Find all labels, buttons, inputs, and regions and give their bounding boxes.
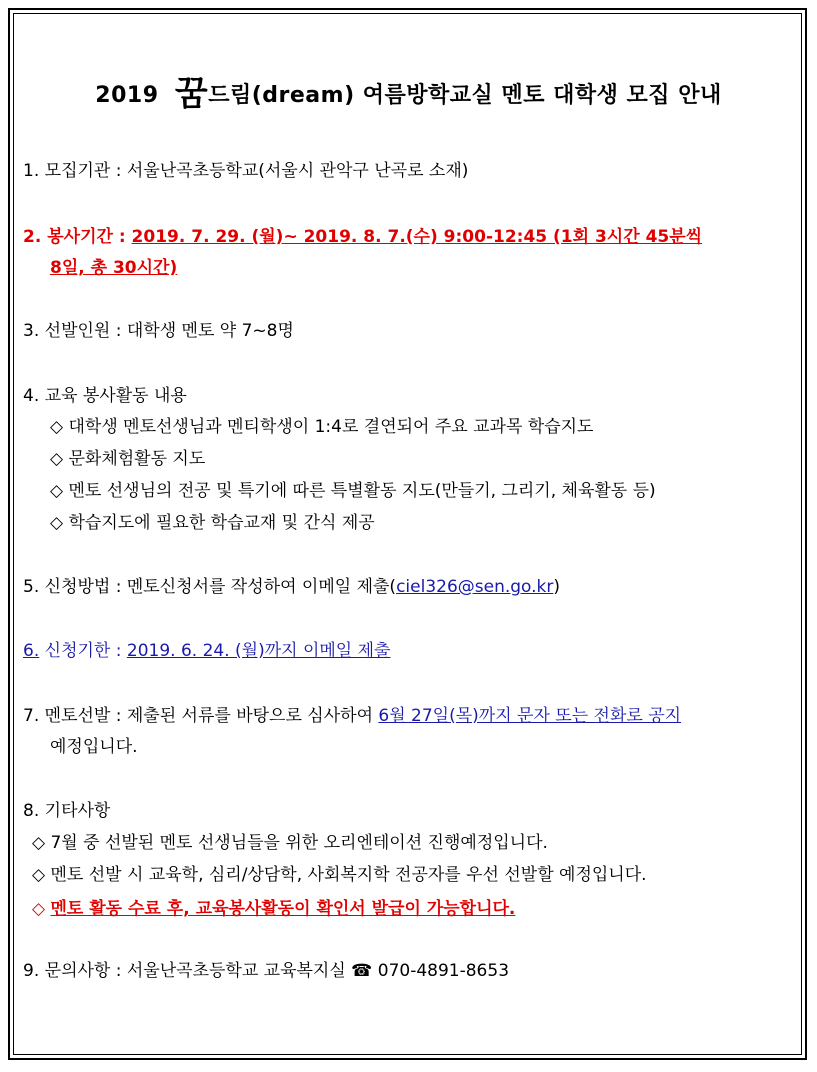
list-item: ◇ 7월 중 선발된 멘토 선생님들을 위한 오리엔테이션 진행예정입니다. (32, 833, 548, 853)
list-item: ◇ 대학생 멘토선생님과 멘티학생이 1:4로 결연되어 주요 교과목 학습지도 (50, 417, 594, 437)
item-4 (23, 385, 187, 407)
phone-icon: ☎ (351, 961, 373, 981)
email-link[interactable]: ciel326@sen.go.kr (396, 577, 554, 597)
item-text: 서울난곡초등학교(서울시 관악구 난곡로 소재) (126, 161, 469, 181)
title-big-char: 꿈 (174, 74, 209, 114)
list-item: ◇ 멘토 선생님의 전공 및 특기에 따른 특별활동 지도(만들기, 그리기, 체육활동 등) (50, 481, 656, 501)
item-number: 2. (23, 227, 42, 247)
item-label: 봉사기간 : (47, 227, 126, 247)
list-item: ◇ 학습지도에 필요한 학습교재 및 간식 제공 (50, 513, 375, 533)
page-title (0, 66, 817, 115)
item-text: 멘토 활동 수료 후, 교육봉사활동이 확인서 발급이 가능합니다. (50, 899, 516, 919)
item-7-continued: 예정입니다. (50, 737, 138, 757)
item-text: 서울난곡초등학교 교육복지실 (126, 961, 346, 981)
item-number: 1. (23, 161, 40, 181)
title-rest: 드림(dream) 여름방학교실 멘토 대학생 모집 안내 (208, 83, 722, 108)
item-highlight: 6월 27일(목)까지 문자 또는 전화로 공지 (378, 706, 682, 726)
item-label: 멘토선발 : (44, 706, 122, 726)
item-text-2: 8일, 총 30시간) (50, 258, 178, 278)
item-label: 선발인원 : (44, 321, 122, 341)
item-1 (23, 160, 468, 182)
item-label: 교육 봉사활동 내용 (44, 386, 187, 406)
list-item: ◇ 문화체험활동 지도 (50, 449, 206, 469)
item-2 (23, 226, 702, 248)
item-number: 3. (23, 321, 40, 341)
item-label: 신청기한 : (44, 641, 122, 661)
item-8 (23, 800, 110, 822)
item-number: 9. (23, 961, 40, 981)
item-label: 신청방법 : (44, 577, 122, 597)
item-number: 7. (23, 706, 40, 726)
item-label: 모집기관 : (44, 161, 122, 181)
item-2-continued (50, 257, 177, 279)
item-3 (23, 320, 294, 342)
diamond-icon: ◇ (32, 899, 46, 919)
item-text: 멘토신청서를 작성하여 이메일 제출( (126, 577, 397, 597)
item-text-close: ) (553, 577, 561, 597)
phone-number: 070-4891-8653 (377, 961, 510, 981)
item-7 (23, 705, 681, 727)
item-label: 문의사항 : (44, 961, 122, 981)
item-number: 4. (23, 386, 40, 406)
item-number: 5. (23, 577, 40, 597)
item-label: 기타사항 (44, 801, 111, 821)
item-number: 6. (23, 641, 40, 661)
title-year: 2019 (95, 83, 159, 108)
item-text: 2019. 7. 29. (월)~ 2019. 8. 7.(수) 9:00-12:45 (1회 3시간 45분씩 (131, 227, 703, 247)
item-6 (23, 640, 390, 662)
item-5 (23, 576, 560, 598)
item-9 (23, 960, 509, 982)
list-item-red (32, 898, 515, 920)
item-number: 8. (23, 801, 40, 821)
list-item: ◇ 멘토 선발 시 교육학, 심리/상담학, 사회복지학 전공자를 우선 선발할 예정입니다. (32, 865, 647, 885)
item-text: 대학생 멘토 약 7~8명 (126, 321, 294, 341)
item-text: 2019. 6. 24. (월)까지 이메일 제출 (126, 641, 391, 661)
item-text: 제출된 서류를 바탕으로 심사하여 (126, 706, 373, 726)
